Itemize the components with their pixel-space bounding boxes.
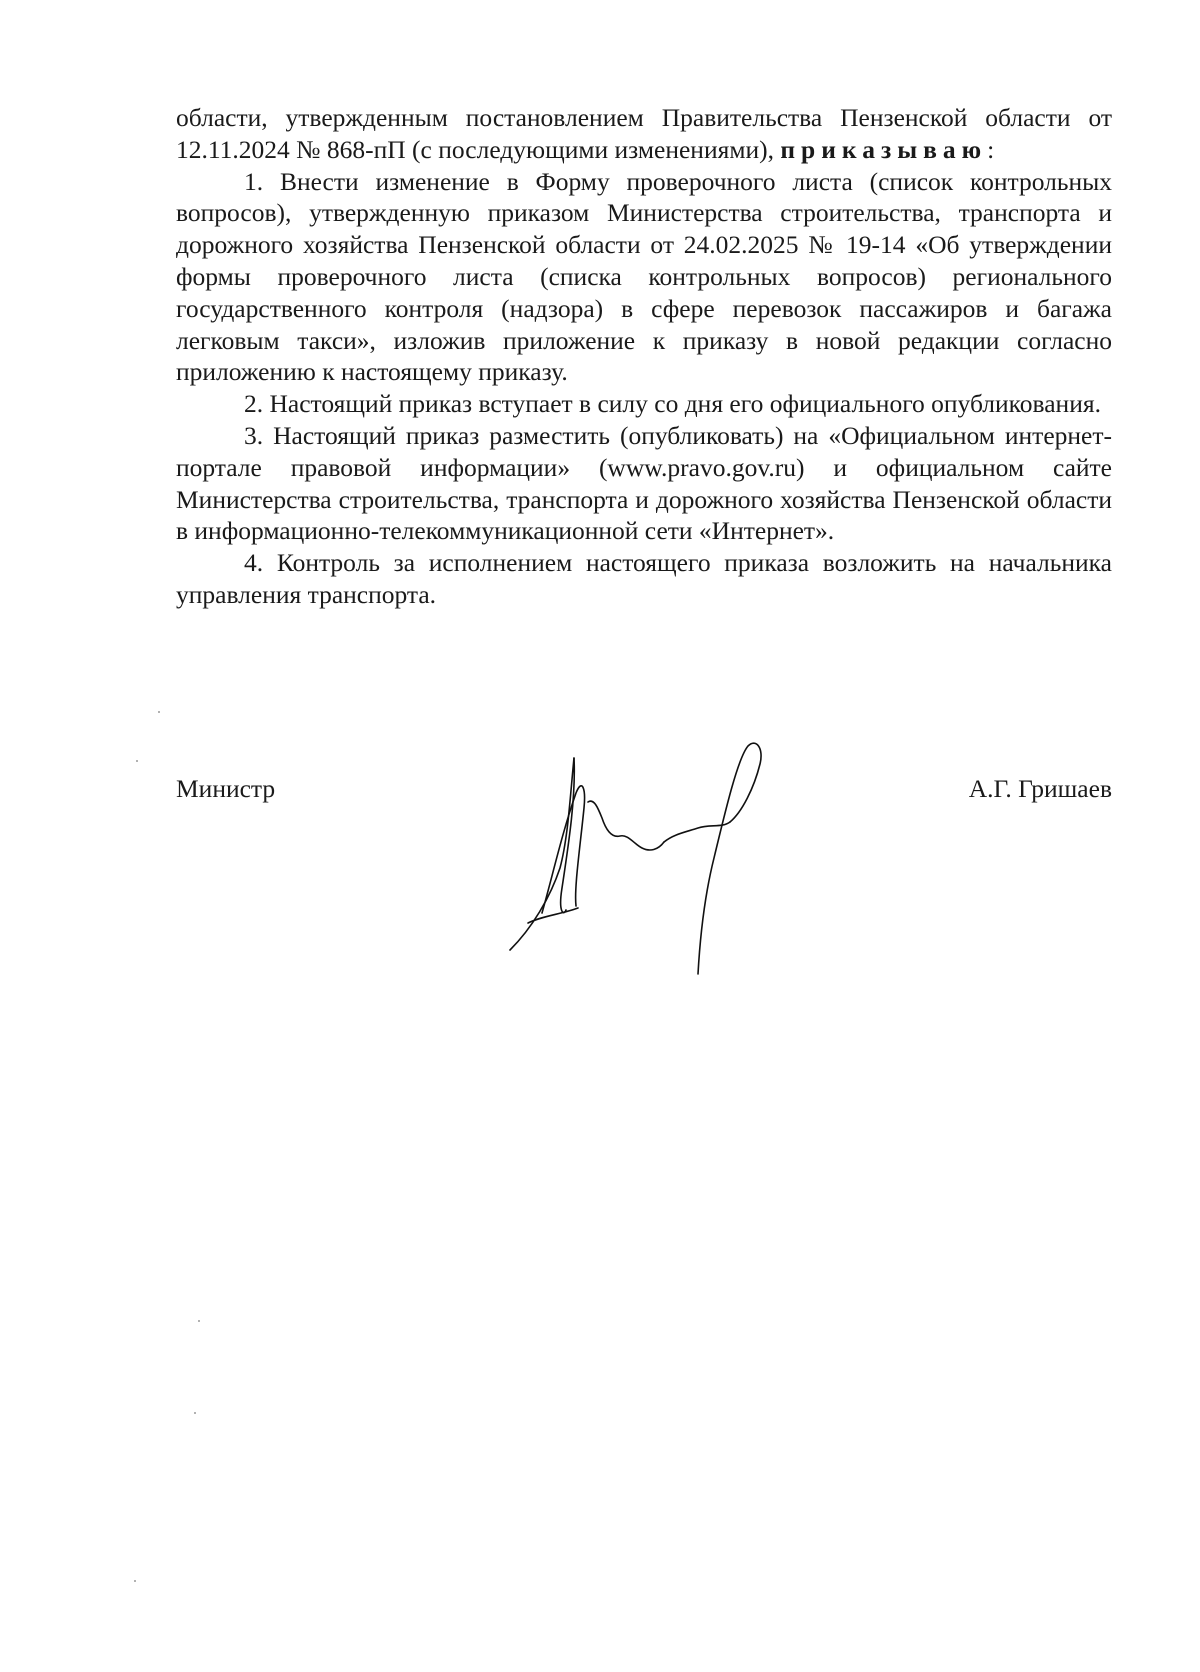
scan-speck	[158, 711, 160, 713]
scan-speck	[136, 760, 138, 762]
intro-colon: :	[987, 134, 995, 164]
handwritten-signature	[502, 738, 802, 990]
order-item-4: 4. Контроль за исполнением настоящего приказа возложить на начальника управления транспорта.	[176, 548, 1112, 609]
signer-title: Министр	[176, 774, 276, 803]
order-item-1: 1. Внести изменение в Форму проверочного листа (список контрольных вопросов), утвержденную приказом Министерства строительства, транспорта и дорожного хозяйства Пензенской области от 24.02.2025 № 19-14 «Об утверждении формы проверочного листа (списка контрольных вопросов) регионального государственного контроля (надзора) в сфере перевозок пассажиров и багажа легковым такси», изложив приложение к приказу в новой редакции согласно приложению к настоящему приказу.	[176, 166, 1112, 387]
scan-speck	[198, 1320, 200, 1322]
order-item-3: 3. Настоящий приказ разместить (опубликовать) на «Официальном интернет-портале правовой информации» (www.pravo.gov.ru) и официальном сайте Министерства строительства, транспорта и дорожного хозяйства Пензенской области в информационно-телекоммуникационной сети «Интернет».	[176, 420, 1112, 546]
order-keyword: приказываю	[780, 134, 988, 164]
order-item-2: 2. Настоящий приказ вступает в силу со дня его официального опубликования.	[244, 389, 1101, 419]
intro-text: области, утвержденным постановлением Правительства Пензенской области от 12.11.2024 № 868-пП (с последующими изменениями),	[176, 103, 1112, 164]
scan-speck	[134, 1580, 136, 1582]
intro-paragraph	[176, 102, 1112, 166]
scan-speck	[194, 1412, 196, 1414]
document-body	[176, 102, 1112, 611]
signer-name: А.Г. Гришаев	[968, 774, 1112, 803]
